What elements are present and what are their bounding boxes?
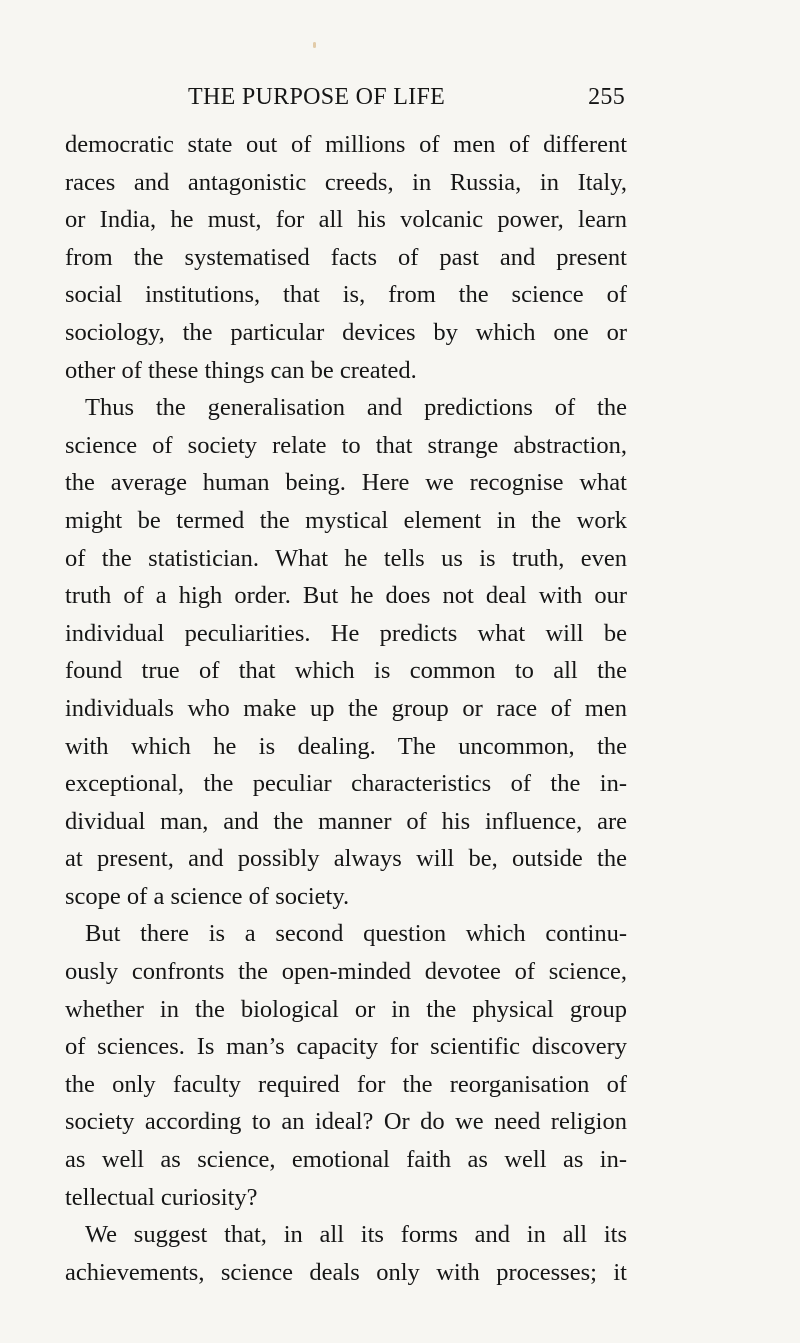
text-line: exceptional, the peculiar characteristics of the in- <box>65 770 627 798</box>
text-line: individual peculiarities. He predicts what will be <box>65 619 627 647</box>
page-header <box>188 84 625 116</box>
running-title: THE PURPOSE OF LIFE <box>188 84 446 110</box>
text-line: of sciences. Is man’s capacity for scientific discovery <box>65 1033 627 1061</box>
text-line: whether in the biological or in the physical group <box>65 995 627 1023</box>
text-line: at present, and possibly always will be, outside the <box>65 845 627 873</box>
text-line: found true of that which is common to all the <box>65 657 627 685</box>
text-line: of the statistician. What he tells us is truth, even <box>65 544 627 572</box>
paragraph-start-line: We suggest that, in all its forms and in all its <box>85 1221 627 1249</box>
text-line: democratic state out of millions of men of different <box>65 131 627 158</box>
text-line: sociology, the particular devices by which one or <box>65 318 627 346</box>
text-line: ously confronts the open-minded devotee of science, <box>65 958 627 986</box>
text-line: scope of a science of society. <box>65 882 350 910</box>
page-number: 255 <box>588 84 625 110</box>
paragraph-start-line: But there is a second question which continu- <box>85 920 627 948</box>
text-line: the only faculty required for the reorganisation of <box>65 1070 627 1098</box>
text-line: might be termed the mystical element in the work <box>65 506 627 534</box>
text-line: races and antagonistic creeds, in Russia, in Italy, <box>65 168 627 196</box>
text-line: from the systematised facts of past and present <box>65 243 627 271</box>
paper-speck <box>313 42 316 48</box>
text-line: truth of a high order. But he does not deal with our <box>65 582 627 610</box>
text-line: social institutions, that is, from the science of <box>65 281 627 309</box>
text-line: with which he is dealing. The uncommon, the <box>65 732 627 760</box>
text-line: other of these things can be created. <box>65 356 417 384</box>
text-line: as well as science, emotional faith as well as in- <box>65 1146 627 1174</box>
paragraph-start-line: Thus the generalisation and predictions of the <box>85 394 627 422</box>
text-line: individuals who make up the group or race of men <box>65 694 627 722</box>
text-line: tellectual curiosity? <box>65 1183 258 1211</box>
text-line: the average human being. Here we recognise what <box>65 469 627 497</box>
text-line: dividual man, and the manner of his influence, are <box>65 807 627 835</box>
text-line: or India, he must, for all his volcanic power, learn <box>65 206 627 234</box>
text-line: achievements, science deals only with processes; it <box>65 1258 627 1286</box>
text-line: society according to an ideal? Or do we need religion <box>65 1108 627 1136</box>
text-line: science of society relate to that strange abstraction, <box>65 431 627 459</box>
body-text <box>65 126 627 1291</box>
